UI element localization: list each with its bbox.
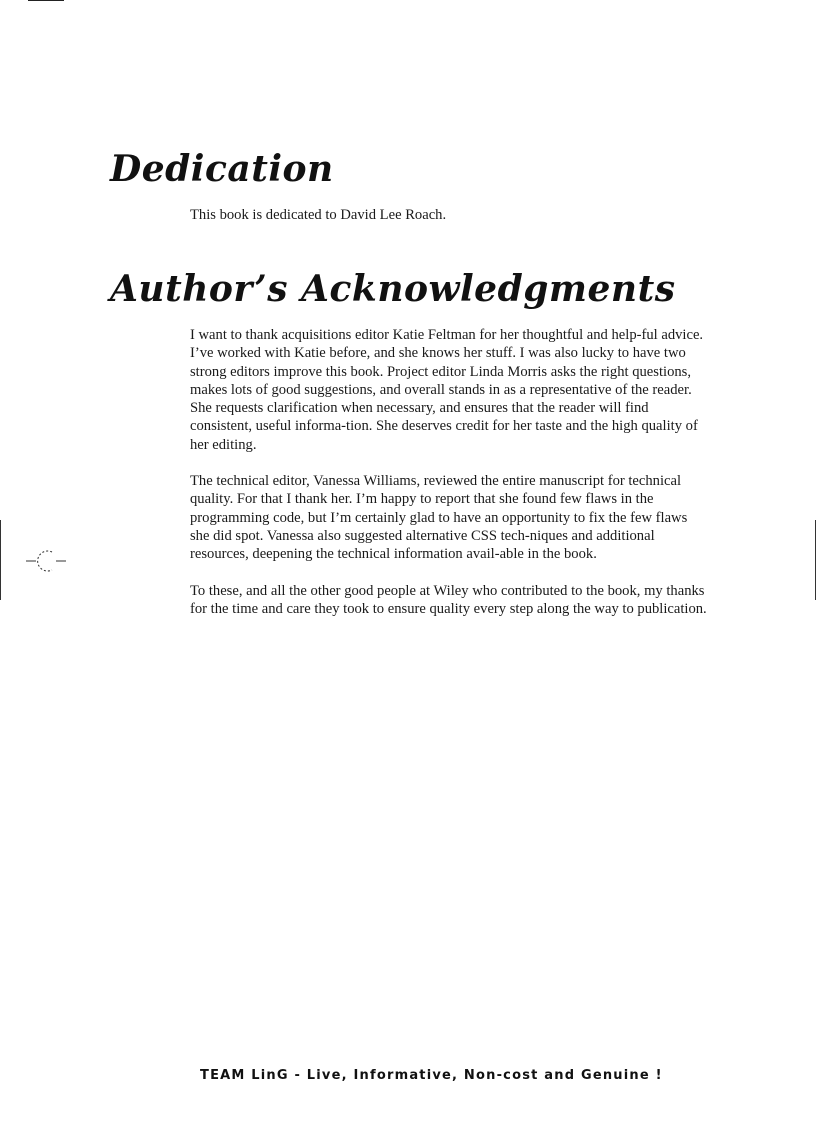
acknowledgments-paragraph-3: To these, and all the other good people at Wiley who contributed to the book, my thanks for the time and care they took to ensure quality every step along the way to publication. xyxy=(190,582,707,617)
dedication-section xyxy=(190,206,710,242)
crop-mark-left xyxy=(0,520,1,600)
acknowledgments-paragraph-2: The technical editor, Vanessa Williams, reviewed the entire manuscript for technical quality. For that I thank her. I’m happy to report that she found few flaws in the programming code, but I’m certainly glad to have an opportunity to fix the few flaws she did spot. Vanessa also suggested alternative CSS tech-niques and additional resources, deepening the technical information avail-able in the book. xyxy=(190,473,688,563)
registration-mark-icon xyxy=(24,546,68,576)
acknowledgments-heading: Author’s Acknowledgments xyxy=(110,268,676,310)
acknowledgments-paragraph-1: I want to thank acquisitions editor Katie Feltman for her thoughtful and help-ful advice. I’ve worked with Katie before, and she knows her stuff. I was also lucky to have two strong editors improve this book. Project editor Linda Morris asks the right questions, makes lots of good suggestions, and overall stands in as a representative of the reader. She requests clarification when necessary, and ensures that the reader will find consistent, useful informa-tion. She deserves credit for her taste and the high quality of her editing. xyxy=(190,327,704,453)
footer-watermark: TEAM LinG - Live, Informative, Non-cost and Genuine ! xyxy=(200,1068,663,1083)
dedication-text: This book is dedicated to David Lee Roach. xyxy=(190,207,447,223)
acknowledgments-section xyxy=(190,326,710,636)
dedication-heading: Dedication xyxy=(110,148,334,190)
crop-mark-top xyxy=(28,0,64,1)
